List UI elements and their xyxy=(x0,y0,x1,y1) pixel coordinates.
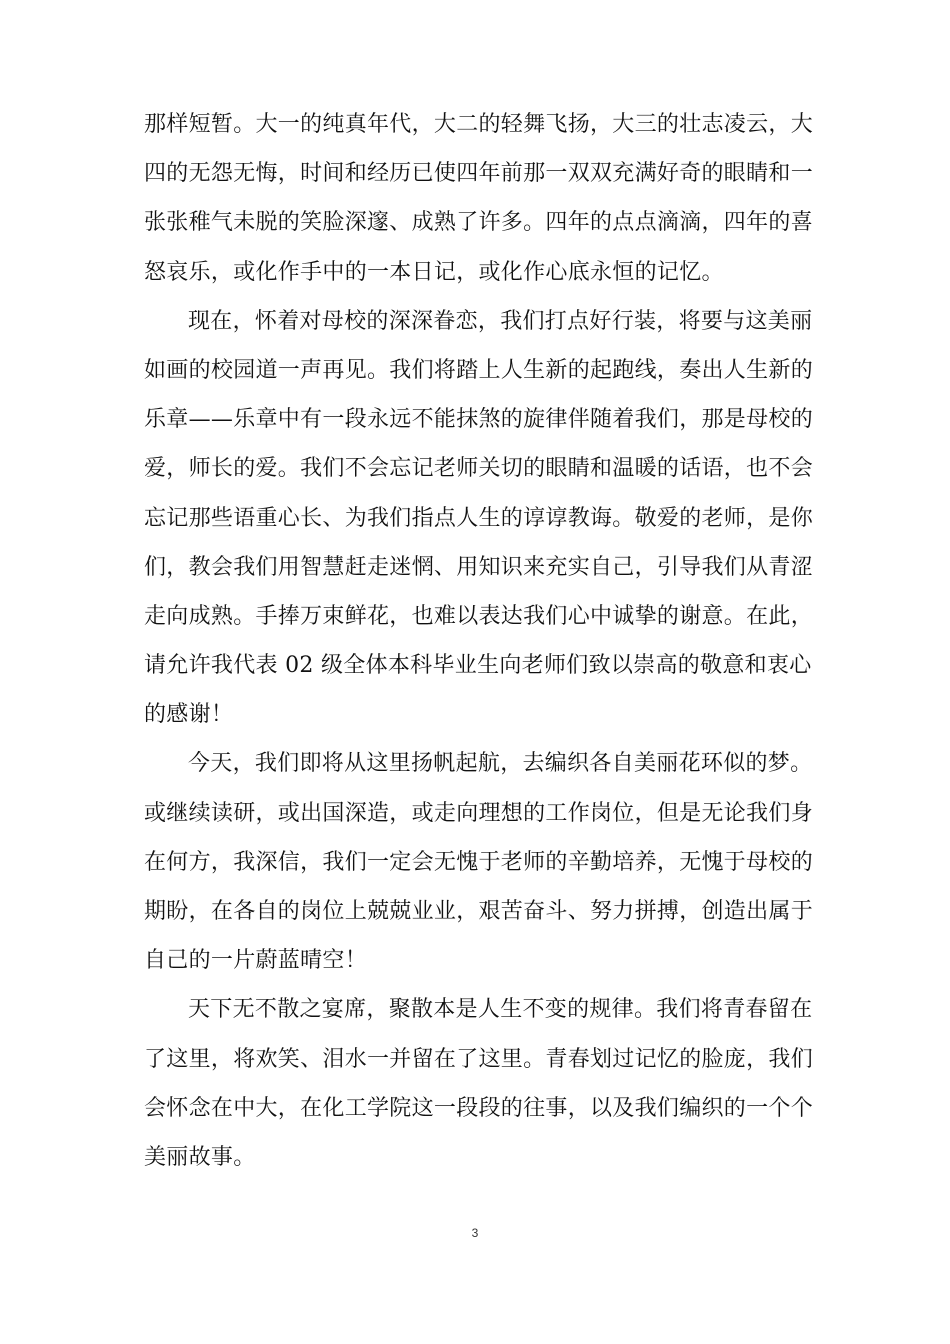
text-line: 那样短暂。大一的纯真年代，大二的轻舞飞扬，大三的壮志凌云，大 xyxy=(144,112,814,137)
text-line: 怒哀乐，或化作手中的一本日记，或化作心底永恒的记忆。 xyxy=(144,259,724,285)
paragraph-3 xyxy=(144,739,824,985)
text-line: 爱，师长的爱。我们不会忘记老师关切的眼睛和温暖的话语，也不会 xyxy=(144,456,814,482)
text-line: 现在，怀着对母校的深深眷恋，我们打点好行装，将要与这美丽 xyxy=(188,308,813,334)
text-line: 会怀念在中大，在化工学院这一段段的往事，以及我们编织的一个个 xyxy=(144,1095,814,1121)
text-line: 乐章——乐章中有一段永远不能抹煞的旋律伴随着我们，那是母校的 xyxy=(144,407,814,433)
text-line: 如画的校园道一声再见。我们将踏上人生新的起跑线，奏出人生新的 xyxy=(144,357,814,383)
text-line: 张张稚气未脱的笑脸深邃、成熟了许多。四年的点点滴滴，四年的喜 xyxy=(144,210,814,236)
page-number: 3 xyxy=(471,1226,479,1240)
text-line: 忘记那些语重心长、为我们指点人生的谆谆教诲。敬爱的老师，是你 xyxy=(144,505,814,531)
text-line: 们，教会我们用智慧赶走迷惘、用知识来充实自己，引导我们从青涩 xyxy=(144,554,814,580)
paragraph-1 xyxy=(144,100,824,297)
paragraph-2 xyxy=(144,297,824,740)
text-line: 期盼，在各自的岗位上兢兢业业，艰苦奋斗、努力拼搏，创造出属于 xyxy=(144,899,814,924)
text-line: 的感谢！ xyxy=(144,702,234,728)
text-line: 走向成熟。手捧万束鲜花，也难以表达我们心中诚挚的谢意。在此， xyxy=(144,603,814,629)
text-line: 自己的一片蔚蓝晴空！ xyxy=(144,948,368,974)
body-text xyxy=(144,100,824,1182)
paragraph-4 xyxy=(144,985,824,1182)
text-line: 四的无怨无悔，时间和经历已使四年前那一双双充满好奇的眼睛和一 xyxy=(144,161,814,187)
text-line: 在何方，我深信，我们一定会无愧于老师的辛勤培养，无愧于母校的 xyxy=(144,849,814,875)
text-line: 天下无不散之宴席，聚散本是人生不变的规律。我们将青春留在 xyxy=(188,997,813,1023)
text-line: 或继续读研，或出国深造，或走向理想的工作岗位，但是无论我们身 xyxy=(144,800,814,826)
text-line: 请允许我代表 02 级全体本科毕业生向老师们致以崇高的敬意和衷心 xyxy=(144,653,812,679)
text-line: 美丽故事。 xyxy=(144,1144,256,1170)
text-line: 了这里，将欢笑、泪水一并留在了这里。青春划过记忆的脸庞，我们 xyxy=(144,1046,814,1072)
text-line: 今天，我们即将从这里扬帆起航，去编织各自美丽花环似的梦。 xyxy=(188,751,813,777)
